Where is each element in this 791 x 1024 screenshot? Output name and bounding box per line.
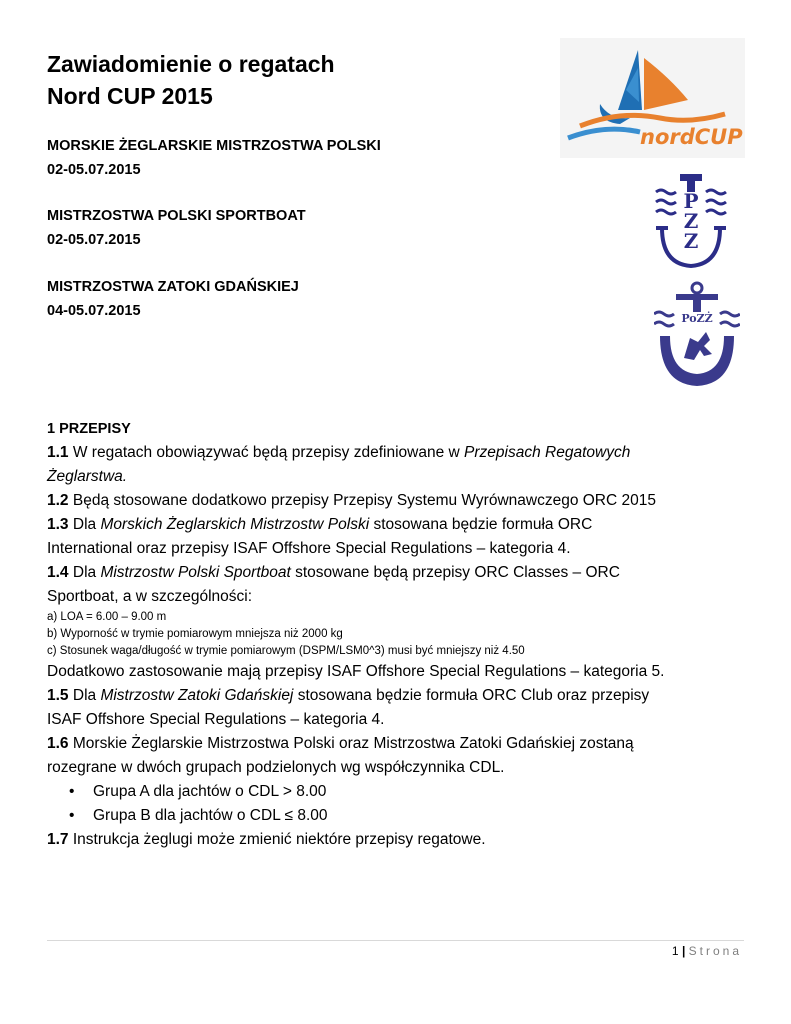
list-item-text: Grupa A dla jachtów o CDL > 8.00: [93, 783, 327, 800]
event-block: [47, 275, 299, 323]
svg-text:nordCUP: nordCUP: [640, 125, 743, 149]
rule-italic: Mistrzostw Zatoki Gdańskiej: [100, 687, 294, 704]
document-title: [47, 48, 335, 112]
rule-number: 1.6: [47, 735, 69, 752]
rule-text: Dla: [68, 516, 101, 533]
event-block: [47, 134, 381, 182]
page-number: 1: [671, 944, 679, 958]
rule-1-4-extra: Dodatkowo zastosowanie mają przepisy ISAF Offshore Special Regulations – kategoria 5.: [47, 663, 665, 680]
rule-number: 1.1: [47, 444, 69, 461]
rule-text: stosowana będzie formuła ORC Club oraz przepisy: [293, 687, 650, 704]
event-name: MISTRZOSTWA POLSKI SPORTBOAT: [47, 208, 306, 224]
footer-divider: [47, 940, 744, 941]
list-item-text: Grupa B dla jachtów o CDL ≤ 8.00: [93, 807, 328, 824]
rule-number: 1.2: [47, 492, 69, 509]
rule-text: stosowana będzie formuła ORC: [369, 516, 593, 533]
nordcup-logo: [560, 38, 745, 158]
event-name: MISTRZOSTWA ZATOKI GDAŃSKIEJ: [47, 279, 299, 295]
pozz-griffin-anchor-logo: [654, 280, 740, 388]
list-item: [47, 804, 747, 828]
rule-1-6-cont: rozegrane w dwóch grupach podzielonych wg współczynnika CDL.: [47, 759, 505, 776]
rule-text: Morskie Żeglarskie Mistrzostwa Polski oraz Mistrzostwa Zatoki Gdańskiej zostaną: [68, 735, 634, 752]
title-line-2: Nord CUP 2015: [47, 83, 213, 109]
list-item: [47, 780, 747, 804]
title-line-1: Zawiadomienie o regatach: [47, 51, 335, 77]
rule-1-4-cont: Sportboat, a w szczególności:: [47, 588, 253, 605]
event-block: [47, 204, 306, 252]
event-date: 02-05.07.2015: [47, 232, 141, 248]
event-date: 02-05.07.2015: [47, 162, 141, 178]
rule-1-4-item-a: a) LOA = 6.00 – 9.00 m: [47, 611, 167, 623]
section-heading: 1 PRZEPISY: [47, 421, 131, 437]
rule-1-7: [47, 828, 747, 852]
rule-text: Będą stosowane dodatkowo przepisy Przepisy Systemu Wyrównawczego ORC 2015: [68, 492, 656, 509]
rule-number: 1.7: [47, 831, 69, 848]
rule-1-1: [47, 441, 747, 465]
bullet-icon: •: [69, 783, 75, 800]
page-footer: [672, 942, 742, 960]
svg-text:PoZŻ: PoZŻ: [681, 312, 713, 325]
svg-text:Z: Z: [683, 229, 699, 253]
page-label: Strona: [688, 944, 742, 958]
rule-1-3: [47, 513, 747, 537]
rule-1-5-cont: ISAF Offshore Special Regulations – kategoria 4.: [47, 711, 385, 728]
rule-1-4-item-c: c) Stosunek waga/długość w trymie pomiarowym (DSPM/LSM0^3) musi być mniejszy niż 4.50: [47, 645, 525, 657]
rule-text: Instrukcja żeglugi może zmienić niektóre przepisy regatowe.: [68, 831, 486, 848]
bullet-icon: •: [69, 807, 75, 824]
group-list: [47, 780, 747, 828]
rule-1-4: [47, 561, 747, 585]
rule-1-1-cont: Żeglarstwa.: [47, 468, 128, 485]
rule-number: 1.4: [47, 564, 69, 581]
svg-text:Z: Z: [683, 209, 699, 233]
svg-text:P: P: [683, 189, 699, 213]
rule-number: 1.5: [47, 687, 69, 704]
rule-text: W regatach obowiązywać będą przepisy zdefiniowane w: [68, 444, 465, 461]
pzz-anchor-logo: [654, 170, 728, 270]
rule-text: Dla: [68, 564, 101, 581]
footer-separator: |: [681, 944, 686, 958]
rule-1-5: [47, 684, 747, 708]
rule-italic: Morskich Żeglarskich Mistrzostw Polski: [100, 516, 370, 533]
rule-1-6: [47, 732, 747, 756]
rule-text: stosowane będą przepisy ORC Classes – ORC: [290, 564, 620, 581]
rule-italic: Mistrzostw Polski Sportboat: [100, 564, 291, 581]
section-rules: [47, 417, 747, 852]
rule-1-2: [47, 489, 747, 513]
event-date: 04-05.07.2015: [47, 303, 141, 319]
rule-text: Dla: [68, 687, 101, 704]
rule-1-3-cont: International oraz przepisy ISAF Offshore Special Regulations – kategoria 4.: [47, 540, 571, 557]
rule-italic: Przepisach Regatowych: [464, 444, 631, 461]
rule-1-4-item-b: b) Wyporność w trymie pomiarowym mniejsza niż 2000 kg: [47, 628, 343, 640]
rule-number: 1.3: [47, 516, 69, 533]
event-name: MORSKIE ŻEGLARSKIE MISTRZOSTWA POLSKI: [47, 138, 381, 154]
